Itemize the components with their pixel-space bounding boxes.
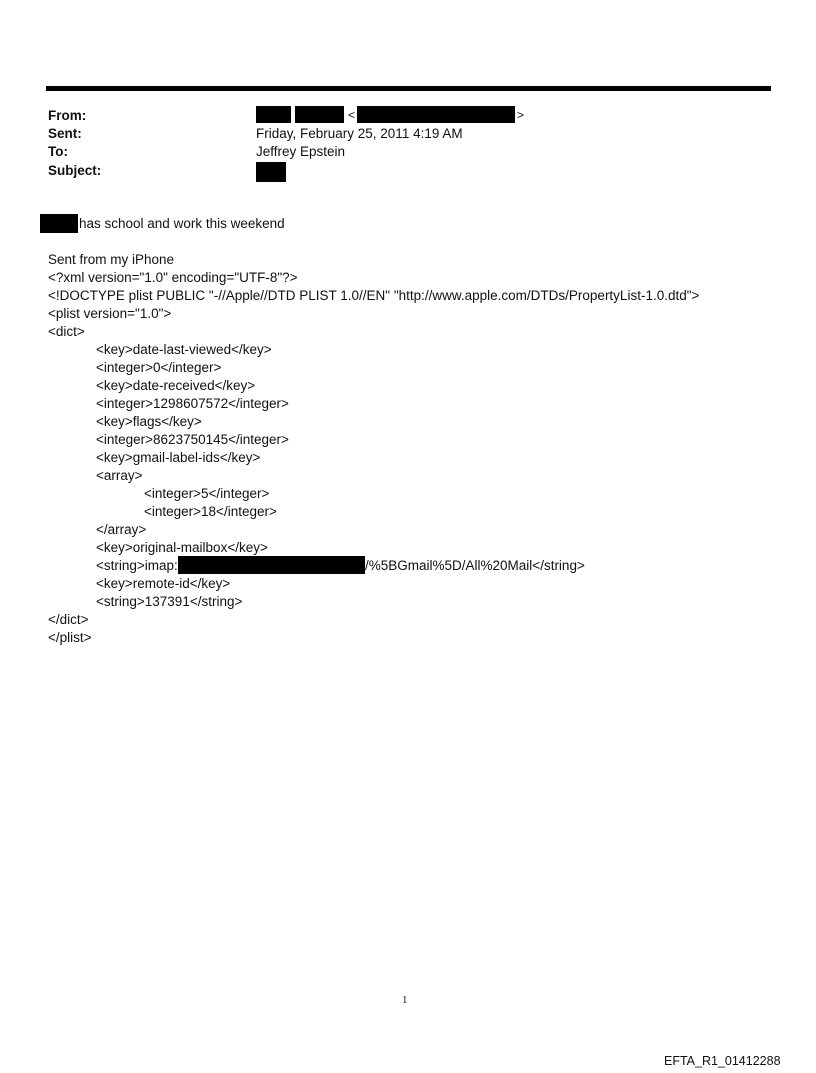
xml-line: <integer>18</integer> — [144, 504, 277, 519]
document-id: EFTA_R1_01412288 — [664, 1054, 781, 1068]
mailbox-account-redaction — [178, 556, 365, 574]
plist-open-line: <plist version="1.0"> — [48, 306, 172, 321]
from-close-bracket: > — [517, 108, 525, 122]
xml-line: <key>date-last-viewed</key> — [96, 342, 272, 357]
xml-line: <key>remote-id</key> — [96, 576, 231, 591]
xml-line: <string>137391</string> — [96, 594, 243, 609]
xml-line: <key>flags</key> — [96, 414, 202, 429]
from-label: From: — [48, 108, 87, 123]
doctype-line: <!DOCTYPE plist PUBLIC "-//Apple//DTD PLIST 1.0//EN" "http://www.apple.com/DTDs/PropertyList-1.0.dtd"> — [48, 288, 700, 303]
body-message-line: has school and work this weekend — [79, 216, 285, 231]
page-number: 1 — [402, 994, 408, 1006]
to-value: Jeffrey Epstein — [256, 144, 346, 159]
xml-line: </array> — [96, 522, 147, 537]
from-email-redaction — [357, 106, 515, 123]
from-name-redaction — [256, 106, 291, 123]
subject-redaction — [256, 162, 286, 182]
xml-line: <integer>1298607572</integer> — [96, 396, 289, 411]
xml-line: <key>gmail-label-ids</key> — [96, 450, 261, 465]
xml-line: <string>imap: — [96, 558, 178, 573]
dict-close-line: </dict> — [48, 612, 89, 627]
xml-line: <array> — [96, 468, 143, 483]
from-surname-redaction — [295, 106, 344, 123]
header-rule — [46, 86, 771, 91]
sent-label: Sent: — [48, 126, 82, 141]
xml-declaration-line: <?xml version="1.0" encoding="UTF-8"?> — [48, 270, 298, 285]
xml-line: <key>original-mailbox</key> — [96, 540, 268, 555]
plist-close-line: </plist> — [48, 630, 92, 645]
subject-label: Subject: — [48, 163, 102, 178]
dict-open-line: <dict> — [48, 324, 85, 339]
xml-line: <integer>5</integer> — [144, 486, 270, 501]
xml-line: <key>date-received</key> — [96, 378, 256, 393]
body-name-redaction — [40, 214, 78, 233]
from-open-bracket: < — [348, 108, 356, 122]
xml-line: <integer>8623750145</integer> — [96, 432, 289, 447]
to-label: To: — [48, 144, 68, 159]
signature-line: Sent from my iPhone — [48, 252, 175, 267]
xml-line: <integer>0</integer> — [96, 360, 222, 375]
xml-line: /%5BGmail%5D/All%20Mail</string> — [365, 558, 585, 573]
sent-value: Friday, February 25, 2011 4:19 AM — [256, 126, 463, 141]
